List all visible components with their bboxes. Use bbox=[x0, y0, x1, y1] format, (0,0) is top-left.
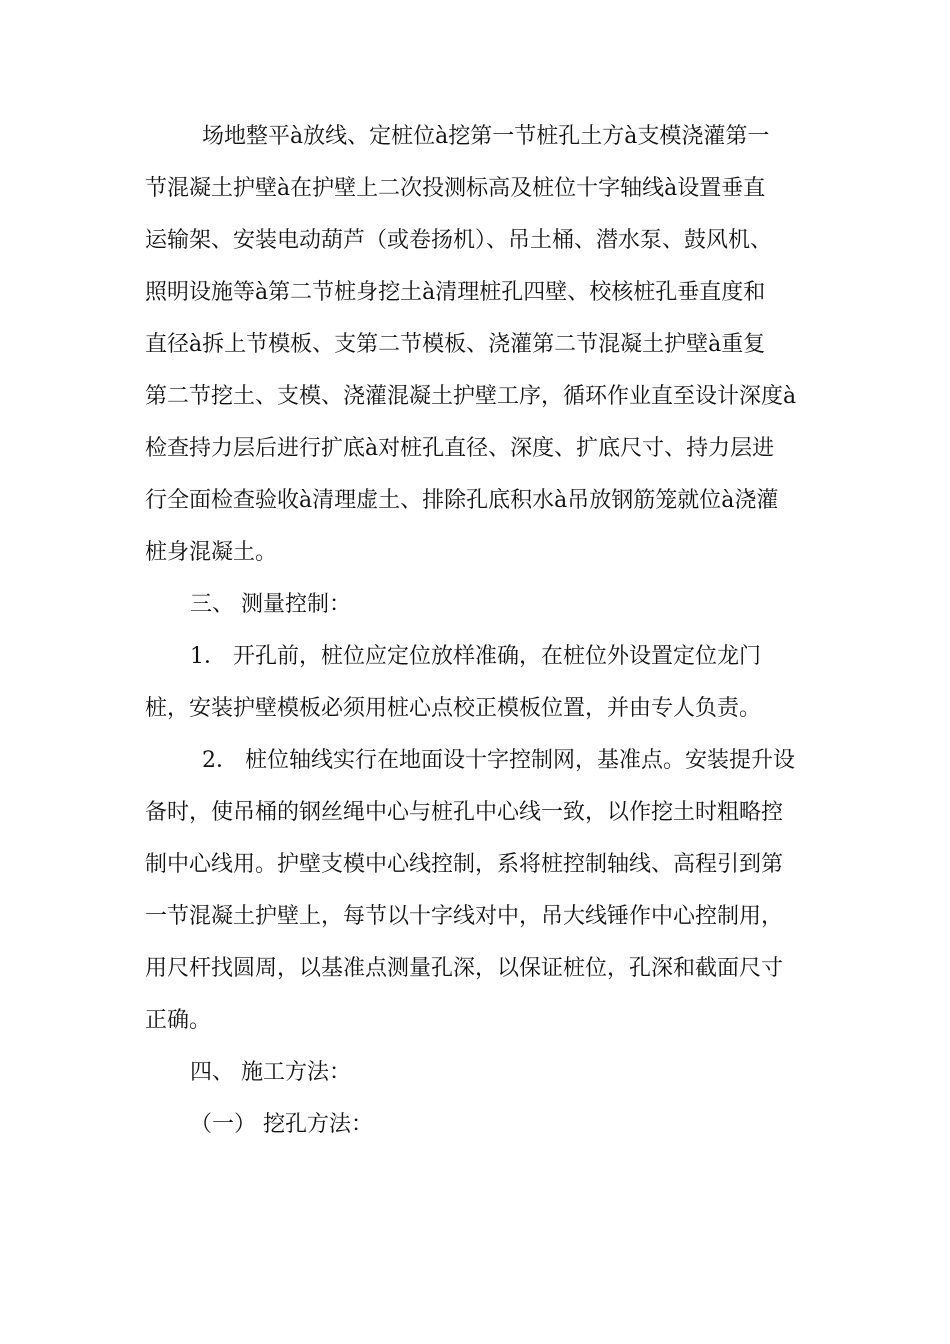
text-line: 检查持力层后进行扩底à对桩孔直径、深度、扩底尺寸、持力层进 bbox=[145, 436, 775, 461]
text-line: 一节混凝土护壁上，每节以十字线对中，吊大线锤作中心控制用， bbox=[145, 904, 784, 929]
text-line: 2． 桩位轴线实行在地面设十字控制网，基准点。安装提升设 bbox=[202, 748, 795, 773]
text-line: 制中心线用。护壁支模中心线控制，系将桩控制轴线、高程引到第 bbox=[145, 852, 784, 877]
text-line: 桩身混凝土。 bbox=[145, 540, 278, 565]
text-line: 直径à拆上节模板、支第二节模板、浇灌第二节混凝土护壁à重复 bbox=[145, 332, 766, 357]
text-line: 场地整平à放线、定桩位à挖第一节桩孔土方à支模浇灌第一 bbox=[202, 124, 770, 149]
text-line: 1． 开孔前，桩位应定位放样准确，在桩位外设置定位龙门 bbox=[190, 644, 761, 669]
text-line: 备时，使吊桶的钢丝绳中心与桩孔中心线一致，以作挖土时粗略控 bbox=[145, 800, 784, 825]
section-heading: 三、 测量控制： bbox=[190, 592, 351, 617]
text-line: 行全面检查验收à清理虚土、排除孔底积水à吊放钢筋笼就位à浇灌 bbox=[145, 488, 779, 513]
text-line: 用尺杆找圆周，以基准点测量孔深，以保证桩位，孔深和截面尺寸 bbox=[145, 956, 784, 981]
text-line: 节混凝土护壁à在护壁上二次投测标高及桩位十字轴线à设置垂直 bbox=[145, 176, 766, 201]
section-heading: 四、 施工方法： bbox=[190, 1060, 351, 1085]
subsection-heading: （一） 挖孔方法： bbox=[190, 1112, 373, 1137]
text-line: 第二节挖土、支模、浇灌混凝土护壁工序，循环作业直至设计深度à bbox=[145, 384, 797, 409]
text-line: 照明设施等à第二节桩身挖土à清理桩孔四壁、校核桩孔垂直度和 bbox=[145, 280, 766, 305]
text-line: 桩，安装护壁模板必须用桩心点校正模板位置，并由专人负责。 bbox=[145, 696, 762, 721]
text-line: 运输架、安装电动葫芦（或卷扬机）、吊土桶、潜水泵、鼓风机、 bbox=[145, 228, 773, 253]
text-line: 正确。 bbox=[145, 1008, 212, 1033]
